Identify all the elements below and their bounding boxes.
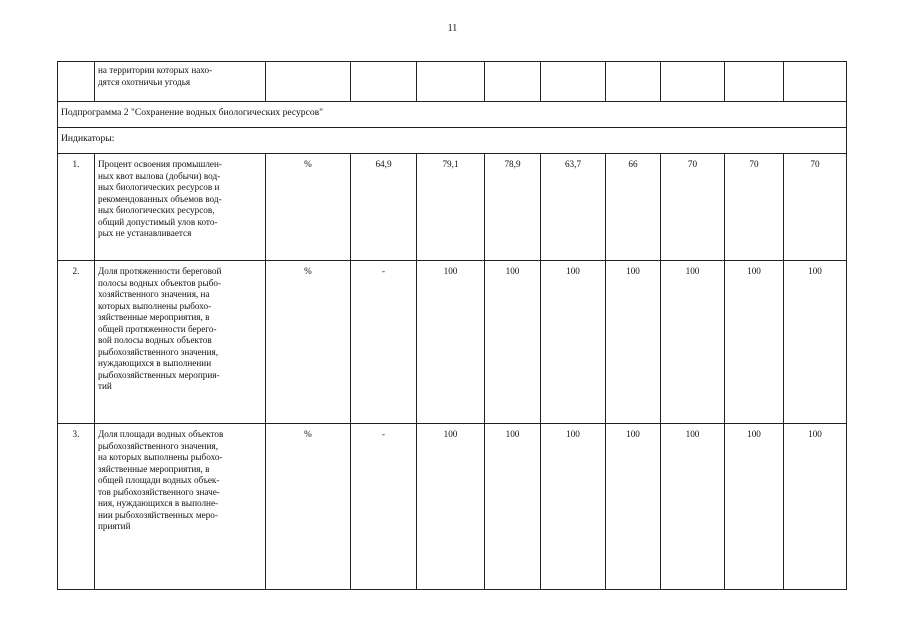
value-cell: 100 [661, 424, 725, 590]
value-cell [725, 62, 784, 102]
value-cell [606, 62, 661, 102]
value-cell: 63,7 [541, 154, 606, 261]
unit-cell [266, 62, 351, 102]
value-cell: 78,9 [485, 154, 541, 261]
table-row-continued [58, 62, 847, 102]
indicators-label: Индикаторы: [58, 128, 847, 154]
value-cell [661, 62, 725, 102]
unit-cell: % [266, 154, 351, 261]
table-row [58, 424, 847, 590]
row-number: 2. [58, 261, 95, 424]
value-cell: 100 [661, 261, 725, 424]
value-cell: 100 [485, 424, 541, 590]
value-cell: 100 [541, 424, 606, 590]
value-cell: 100 [725, 424, 784, 590]
page-number: 11 [447, 23, 458, 34]
indicators-table [57, 61, 847, 590]
num-cell [58, 62, 95, 102]
value-cell [351, 62, 417, 102]
subprogram-title: Подпрограмма 2 "Сохранение водных биологических ресурсов" [58, 102, 847, 128]
value-cell: 100 [541, 261, 606, 424]
row-number: 1. [58, 154, 95, 261]
value-cell: 100 [784, 261, 847, 424]
value-cell: 100 [784, 424, 847, 590]
value-cell: 100 [485, 261, 541, 424]
table-row [58, 261, 847, 424]
indicator-name-cell: на территории которых нахо- дятся охотничьи угодья [95, 62, 266, 102]
subprogram-row [58, 102, 847, 128]
indicators-heading-row [58, 128, 847, 154]
indicator-name-cell: Доля протяженности береговой полосы водных объектов рыбо- хозяйственного значения, на которых выполнены рыбохо- зяйственные мероприятия, в общей протяженности берего- вой полосы водных объектов рыбохозяйственного значения, нуждающихся в выполнении рыбохозяйственных мероприя- тий [95, 261, 266, 424]
indicator-name-cell: Доля площади водных объектов рыбохозяйственного значения, на которых выполнены рыбохо- зяйственные мероприятия, в общей площади водных объек- тов рыбохозяйственного значе- ния, нуждающихся в выполне- нии рыбохозяйственных меро- приятий [95, 424, 266, 590]
value-cell: 100 [606, 424, 661, 590]
value-cell: 70 [725, 154, 784, 261]
value-cell: 100 [606, 261, 661, 424]
value-cell [485, 62, 541, 102]
value-cell: - [351, 261, 417, 424]
indicator-name-cell: Процент освоения промышлен- ных квот вылова (добычи) вод- ных биологических ресурсов и рекомендованных объемов вод- ных биологических ресурсов, общий допустимый улов кото- рых не устанавливается [95, 154, 266, 261]
value-cell: 70 [784, 154, 847, 261]
row-number: 3. [58, 424, 95, 590]
value-cell: 64,9 [351, 154, 417, 261]
value-cell: 79,1 [417, 154, 485, 261]
unit-cell: % [266, 424, 351, 590]
value-cell: 100 [725, 261, 784, 424]
value-cell [417, 62, 485, 102]
value-cell [784, 62, 847, 102]
value-cell: - [351, 424, 417, 590]
value-cell: 100 [417, 424, 485, 590]
value-cell: 70 [661, 154, 725, 261]
value-cell [541, 62, 606, 102]
table-row [58, 154, 847, 261]
value-cell: 66 [606, 154, 661, 261]
unit-cell: % [266, 261, 351, 424]
value-cell: 100 [417, 261, 485, 424]
